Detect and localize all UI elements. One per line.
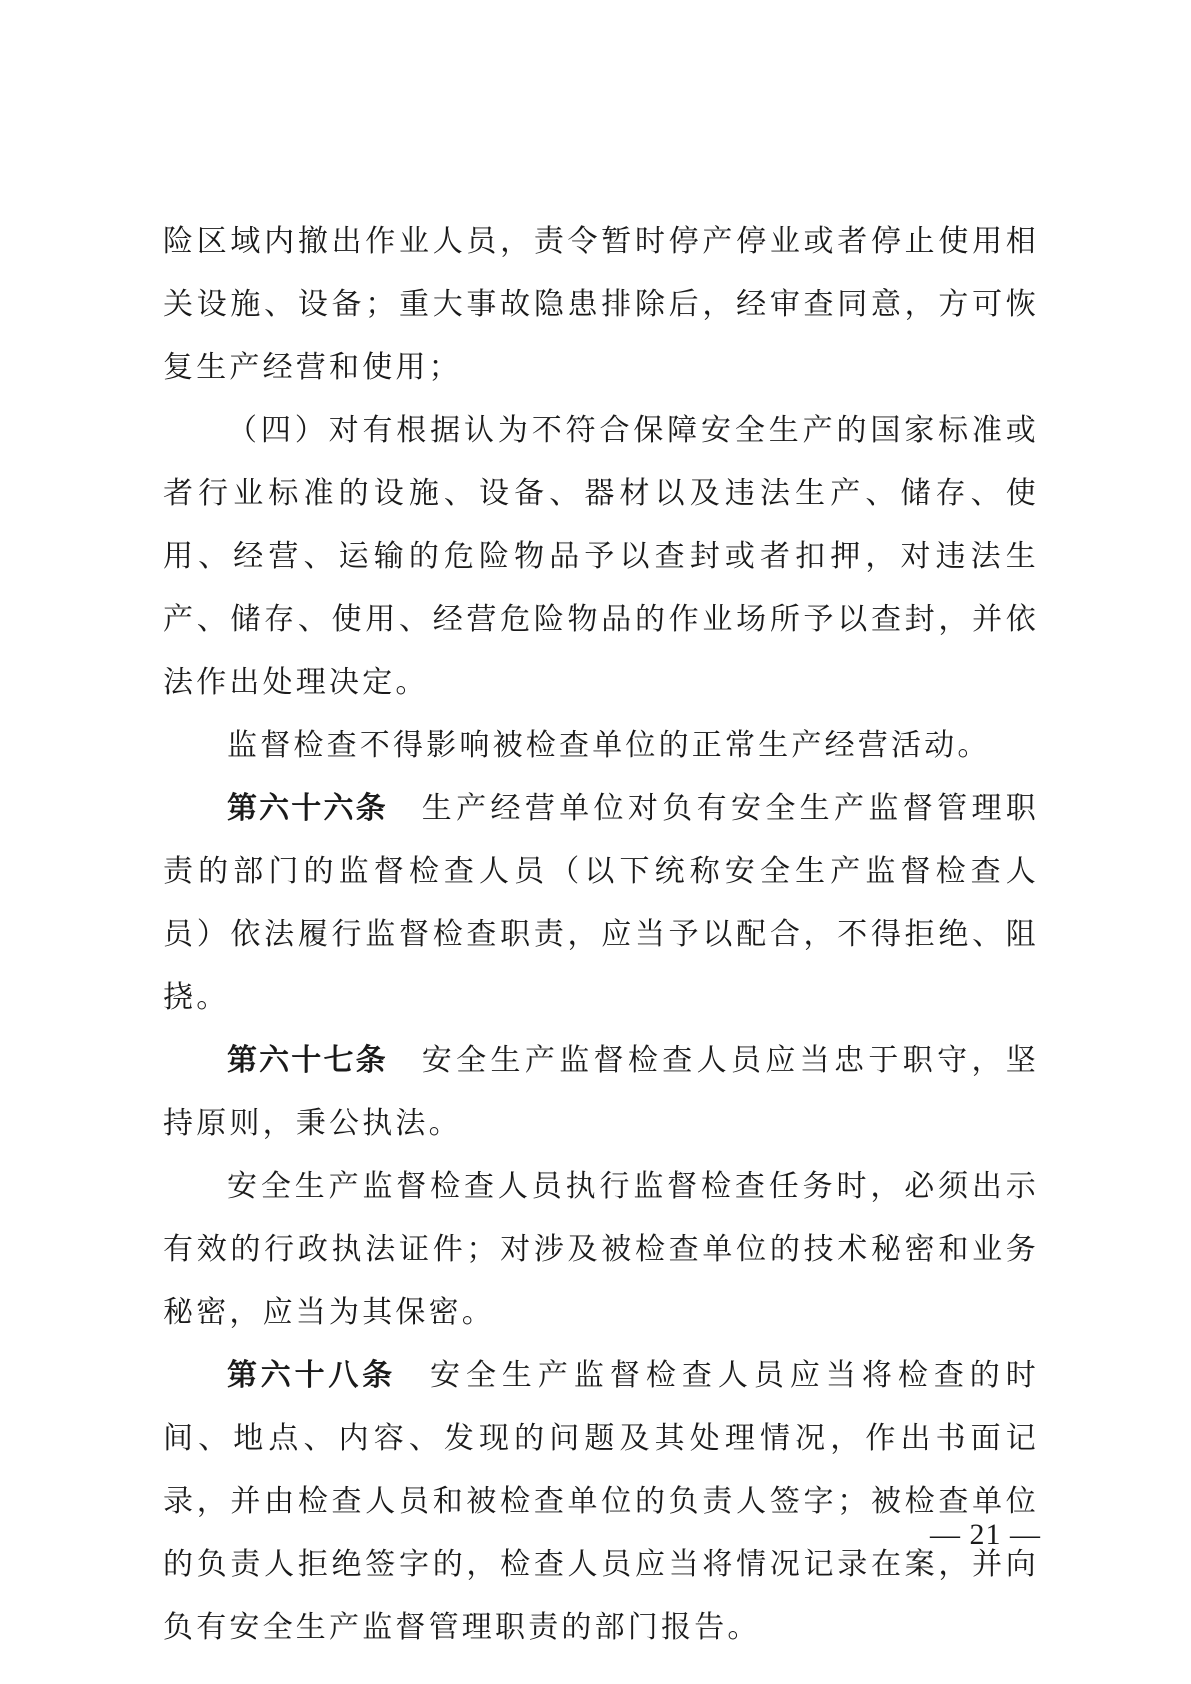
page-number: — 21 —	[930, 1518, 1041, 1551]
article-text: 安全生产监督检查人员应当将检查的时间、地点、内容、发现的问题及其处理情况，作出书面记录，并由检查人员和被检查单位的负责人签字；被检查单位的负责人拒绝签字的，检查人员应当将情况记录在案，并向负有安全生产监督管理职责的部门报告。	[163, 1358, 1039, 1645]
paragraph-supervision-note	[163, 714, 1039, 777]
article-68	[163, 1344, 1039, 1659]
article-text: 安全生产监督检查人员应当忠于职守，坚持原则，秉公执法。	[163, 1043, 1040, 1141]
article-title: 第六十八条	[227, 1358, 396, 1393]
article-67	[163, 1029, 1039, 1155]
paragraph-continuation	[163, 210, 1039, 399]
paragraph-text: 险区域内撤出作业人员，责令暂时停产停业或者停止使用相关设施、设备；重大事故隐患排除后，经审查同意，方可恢复生产经营和使用；	[163, 224, 1039, 385]
paragraph-text: 监督检查不得影响被检查单位的正常生产经营活动。	[227, 728, 991, 763]
paragraph-text: （四）对有根据认为不符合保障安全生产的国家标准或者行业标准的设施、设备、器材以及违法生产、储存、使用、经营、运输的危险物品予以查封或者扣押，对违法生产、储存、使用、经营危险物品的作业场所予以查封，并依法作出处理决定。	[163, 413, 1039, 700]
article-text: 生产经营单位对负有安全生产监督管理职责的部门的监督检查人员（以下统称安全生产监督检查人员）依法履行监督检查职责，应当予以配合，不得拒绝、阻挠。	[163, 791, 1040, 1015]
article-title: 第六十七条	[227, 1043, 388, 1078]
document-body	[163, 210, 1039, 1659]
paragraph-item-four	[163, 399, 1039, 714]
article-66	[163, 777, 1039, 1029]
paragraph-credentials	[163, 1155, 1039, 1344]
paragraph-text: 安全生产监督检查人员执行监督检查任务时，必须出示有效的行政执法证件；对涉及被检查单位的技术秘密和业务秘密，应当为其保密。	[163, 1169, 1039, 1330]
article-title: 第六十六条	[227, 791, 388, 826]
